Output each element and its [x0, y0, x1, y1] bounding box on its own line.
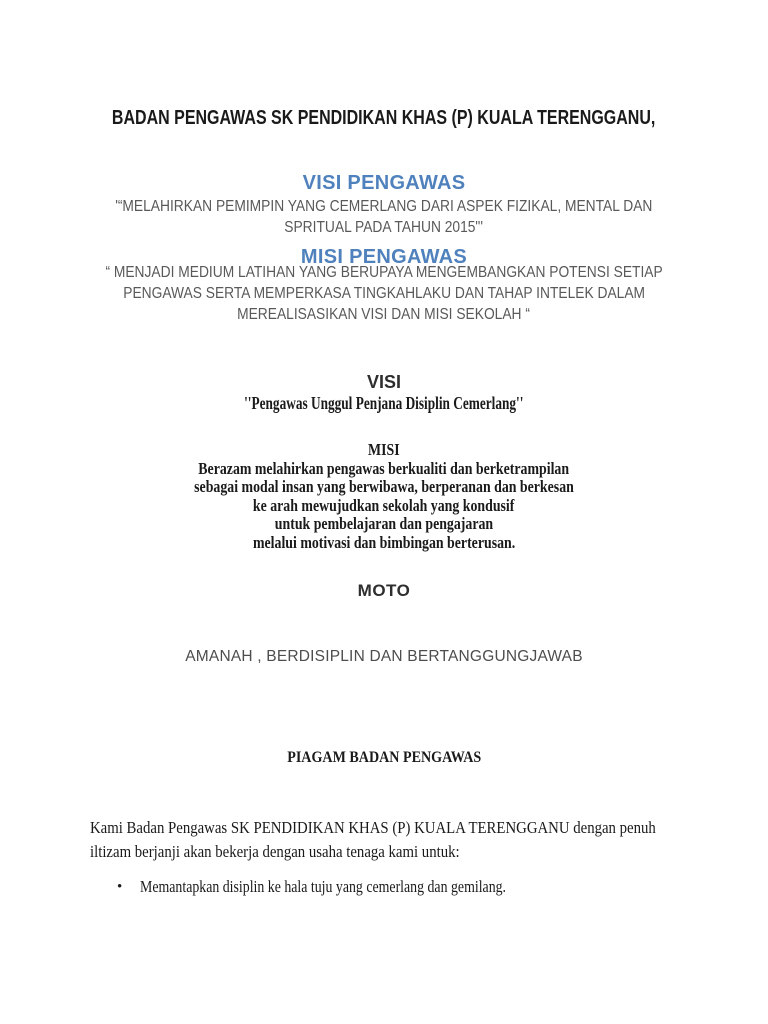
moto-heading: MOTO [357, 581, 411, 600]
misi-line-2: sebagai modal insan yang berwibawa, berperanan dan berkesan [194, 477, 574, 496]
misi-line-1: Berazam melahirkan pengawas berkualiti dan berketrampilan [198, 458, 570, 478]
moto-text: AMANAH , BERDISIPLIN DAN BERTANGGUNGJAWAB [185, 648, 583, 665]
visi-pengawas-line-1: '“MELAHIRKAN PEMIMPIN YANG CEMERLANG DARI ASPEK FIZIKAL, MENTAL DAN [115, 198, 653, 215]
visi-pengawas-line-2: SPRITUAL PADA TAHUN 2015"' [284, 219, 484, 236]
misi-line-3: ke arah mewujudkan sekolah yang kondusif [253, 495, 515, 515]
visi-pengawas-heading: VISI PENGAWAS [302, 172, 466, 194]
misi-heading: MISI [368, 440, 400, 459]
bullet-item: Memantapkan disiplin ke hala tuju yang cemerlang dan gemilang. [140, 877, 507, 896]
bullet-marker: • [117, 879, 123, 895]
misi-line-4: untuk pembelajaran dan pengajaran [274, 514, 494, 533]
visi-heading: VISI [366, 372, 401, 392]
misi-pengawas-line-3: MEREALISASIKAN VISI DAN MISI SEKOLAH “ [237, 306, 531, 323]
piagam-intro-line-1: Kami Badan Pengawas SK PENDIDIKAN KHAS (P) KUALA TERENGGANU dengan penuh [90, 818, 656, 837]
piagam-heading: PIAGAM BADAN PENGAWAS [286, 749, 481, 766]
piagam-intro-line-2: iltizam berjanji akan bekerja dengan usaha tenaga kami untuk: [90, 842, 460, 861]
document-title-text: BADAN PENGAWAS SK PENDIDIKAN KHAS (P) KUALA TERENGGANU, [112, 107, 656, 129]
visi-statement: ''Pengawas Unggul Penjana Disiplin Cemerlang'' [244, 393, 524, 413]
misi-pengawas-heading: MISI PENGAWAS [300, 246, 468, 268]
document-title [0, 105, 768, 131]
misi-pengawas-line-1: “ MENJADI MEDIUM LATIHAN YANG BERUPAYA MENGEMBANGKAN POTENSI SETIAP [105, 264, 663, 281]
misi-line-5: melalui motivasi dan bimbingan berterusan. [252, 532, 516, 552]
misi-pengawas-line-2: PENGAWAS SERTA MEMPERKASA TINGKAHLAKU DAN TAHAP INTELEK DALAM [123, 285, 645, 302]
